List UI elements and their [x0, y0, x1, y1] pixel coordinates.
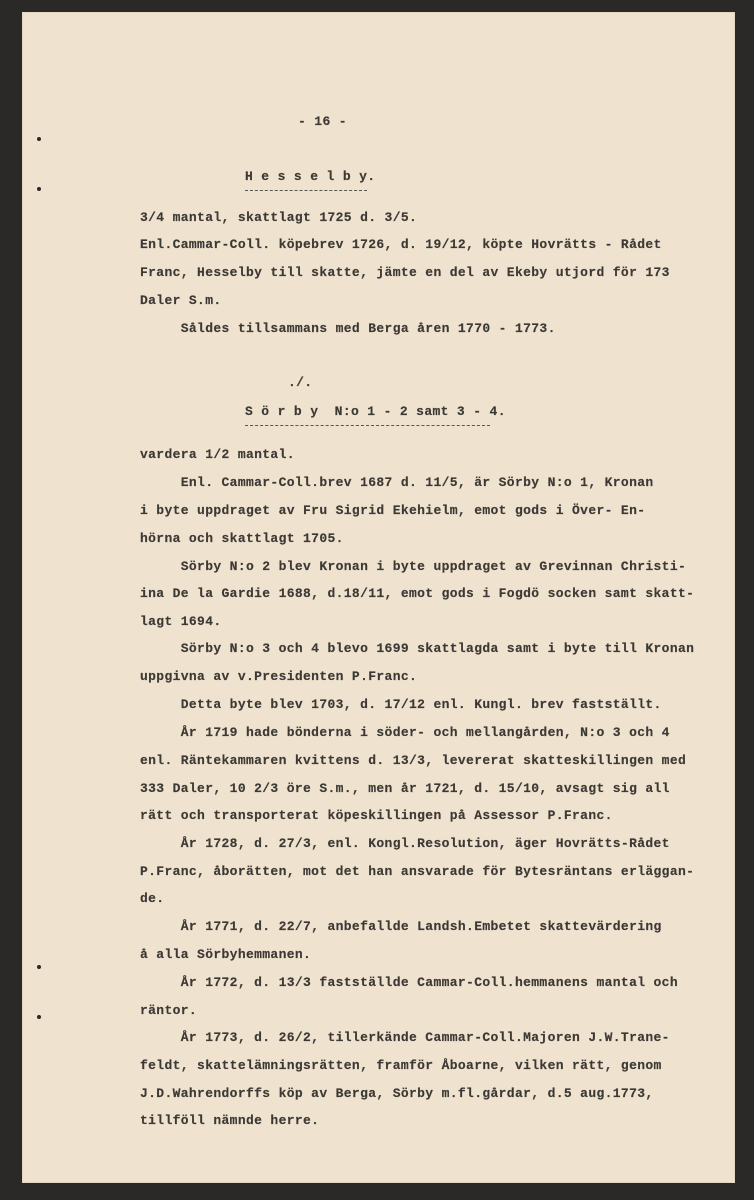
text-line: År 1728, d. 27/3, enl. Kongl.Resolution, äger Hovrätts-Rådet [140, 836, 670, 851]
punch-hole [37, 137, 41, 141]
text-line: lagt 1694. [140, 614, 222, 629]
section-heading-hesselby: H e s s e l b y. [245, 169, 376, 184]
text-line: Detta byte blev 1703, d. 17/12 enl. Kungl. brev fastställt. [140, 697, 662, 712]
text-line: Sörby N:o 2 blev Kronan i byte uppdraget av Grevinnan Christi- [140, 559, 687, 574]
text-line: 3/4 mantal, skattlagt 1725 d. 3/5. [140, 210, 418, 225]
text-line: enl. Räntekammaren kvittens d. 13/3, levererat skatteskillingen med [140, 753, 687, 768]
text-line: 333 Daler, 10 2/3 öre S.m., men år 1721, d. 15/10, avsagt sig all [140, 781, 670, 796]
text-line: År 1771, d. 22/7, anbefallde Landsh.Embetet skattevärdering [140, 919, 662, 934]
text-line: feldt, skattelämningsrätten, framför Åboarne, vilken rätt, genom [140, 1058, 662, 1073]
text-line: ina De la Gardie 1688, d.18/11, emot gods i Fogdö socken samt skatt- [140, 586, 695, 601]
text-line: å alla Sörbyhemmanen. [140, 947, 312, 962]
punch-hole [37, 965, 41, 969]
text-line: de. [140, 891, 165, 906]
text-line: i byte uppdraget av Fru Sigrid Ekehielm, emot gods i Över- En- [140, 503, 646, 518]
text-line: Franc, Hesselby till skatte, jämte en del av Ekeby utjord för 173 [140, 265, 670, 280]
section-separator: ./. [288, 375, 313, 390]
text-line: Daler S.m. [140, 293, 222, 308]
heading-underline [245, 190, 367, 191]
punch-hole [37, 187, 41, 191]
text-line: Enl. Cammar-Coll.brev 1687 d. 11/5, är Sörby N:o 1, Kronan [140, 475, 654, 490]
text-line: vardera 1/2 mantal. [140, 447, 295, 462]
punch-hole [37, 1015, 41, 1019]
heading-underline [245, 425, 490, 426]
text-line: Enl.Cammar-Coll. köpebrev 1726, d. 19/12, köpte Hovrätts - Rådet [140, 237, 662, 252]
text-line: År 1772, d. 13/3 fastställde Cammar-Coll.hemmanens mantal och [140, 975, 678, 990]
text-line: År 1773, d. 26/2, tillerkände Cammar-Coll.Majoren J.W.Trane- [140, 1030, 670, 1045]
text-line: tillföll nämnde herre. [140, 1113, 320, 1128]
text-line: P.Franc, åborätten, mot det han ansvarade för Bytesräntans erläggan- [140, 864, 695, 879]
text-line: Sörby N:o 3 och 4 blevo 1699 skattlagda samt i byte till Kronan [140, 641, 695, 656]
text-line: hörna och skattlagt 1705. [140, 531, 344, 546]
text-line: Såldes tillsammans med Berga åren 1770 - 1773. [140, 321, 556, 336]
text-line: räntor. [140, 1003, 198, 1018]
section-heading-sorby: S ö r b y N:o 1 - 2 samt 3 - 4. [245, 404, 506, 419]
text-line: År 1719 hade bönderna i söder- och mellangården, N:o 3 och 4 [140, 725, 670, 740]
text-line: rätt och transporterat köpeskillingen på Assessor P.Franc. [140, 808, 613, 823]
text-line: J.D.Wahrendorffs köp av Berga, Sörby m.fl.gårdar, d.5 aug.1773, [140, 1086, 654, 1101]
page-number: - 16 - [298, 114, 347, 129]
text-line: uppgivna av v.Presidenten P.Franc. [140, 669, 418, 684]
